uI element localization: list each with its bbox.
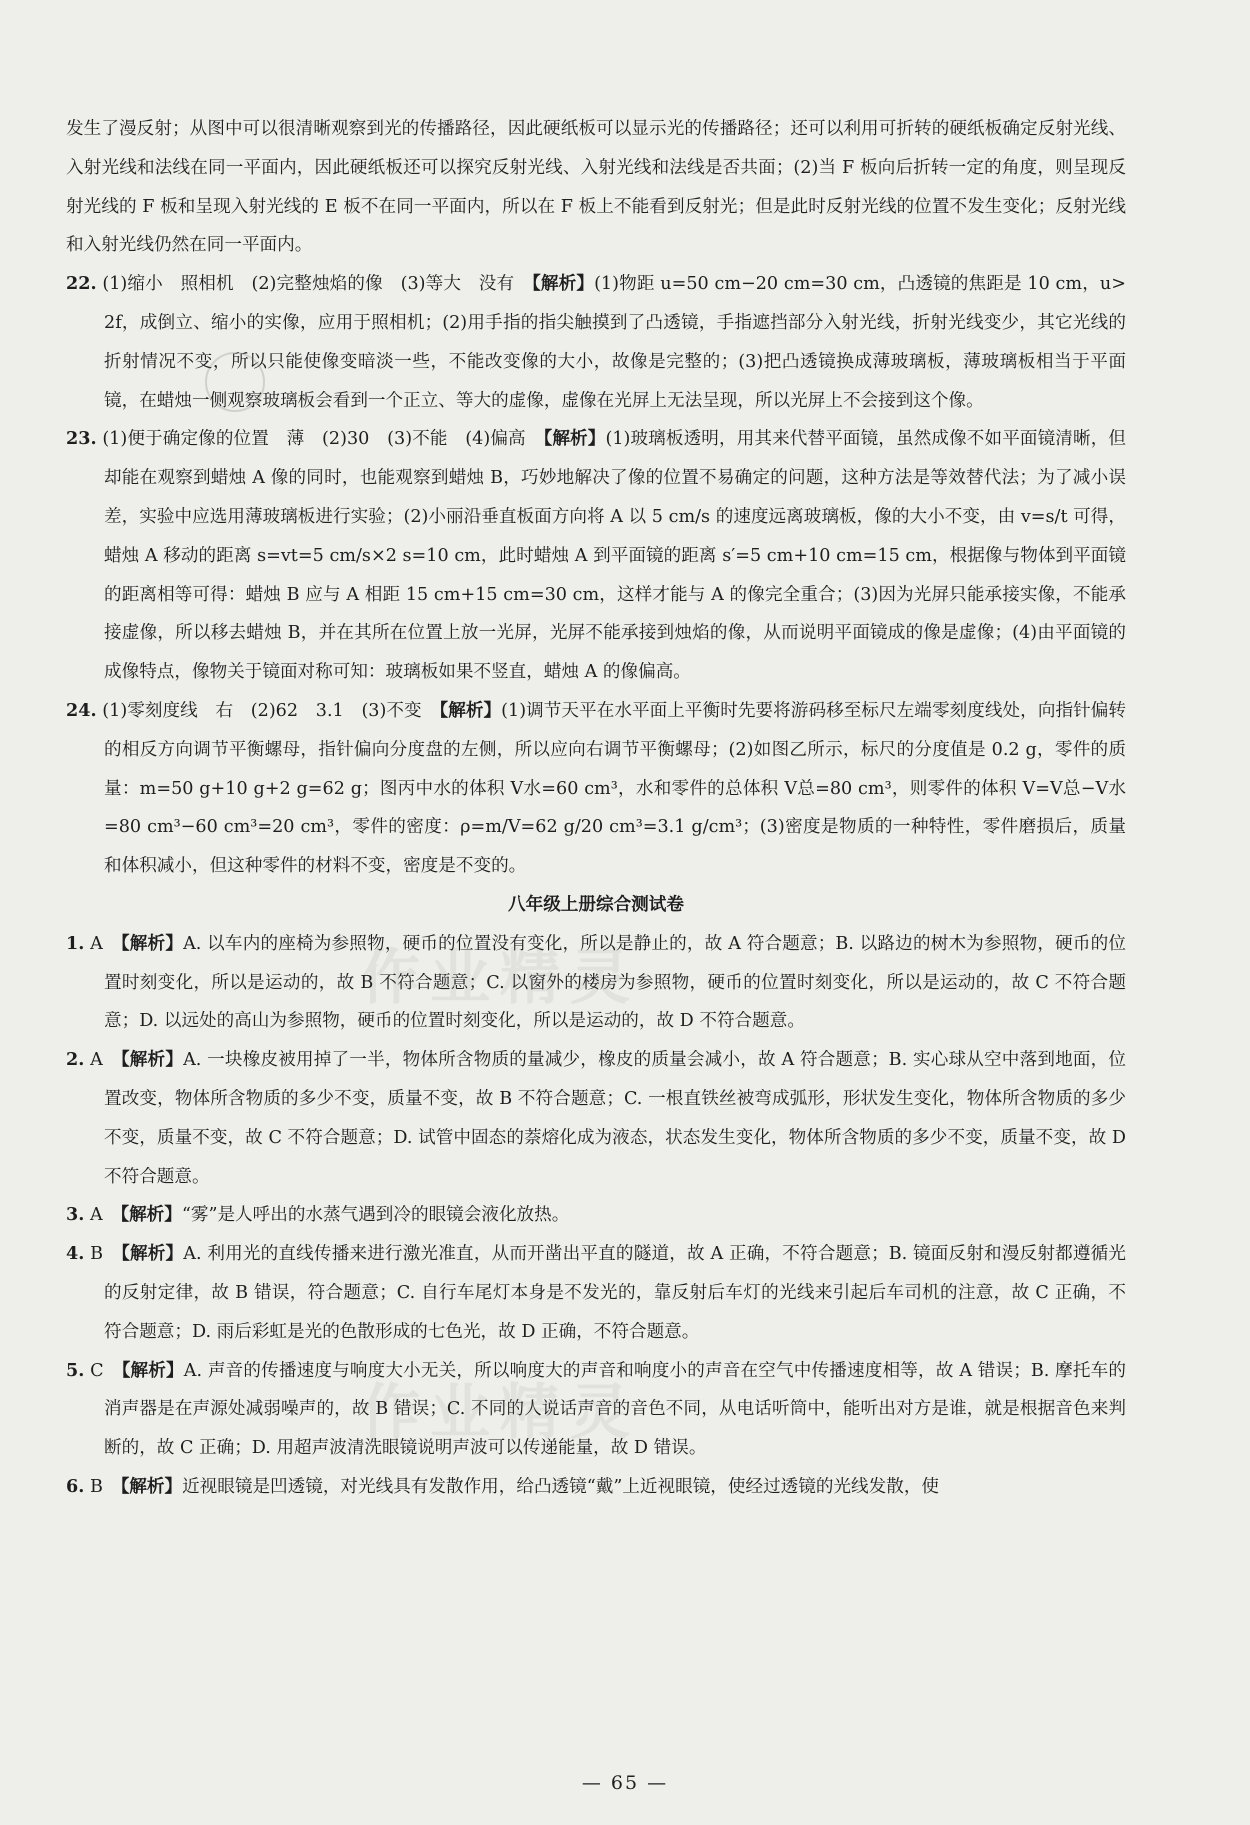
explanation-text: 发生了漫反射；从图中可以很清晰观察到光的传播路径，因此硬纸板可以显示光的传播路径；还可以利用可折转的硬纸板确定反射光线、入射光线和法线在同一平面内，因此硬纸板还可以探究反射光线、入射光线和法线是否共面；(2)当 F 板向后折转一定的角度，则呈现反射光线的 F 板和呈现入射光线的 E 板不在同一平面内，所以在 F 板上不能看到反射光；但是此时反射光线的位置不发生变化；反射光线和入射光线仍然在同一平面内。 bbox=[66, 119, 1126, 256]
explanation-text: (1)调节天平在水平面上平衡时先要将游码移至标尺左端零刻度线处，向指针偏转的相反方向调节平衡螺母，指针偏向分度盘的左侧，所以应向右调节平衡螺母；(2)如图乙所示，标尺的分度值是 0.2 g，零件的质量：m=50 g+10 g+2 g=62 g；图丙中水的体积 V水=60 cm³，水和零件的总体积 V总=80 cm³，则零件的体积 V=V总−V水=80 cm³−60 cm³=20 cm³，零件的密度：ρ=m/V=62 g/20 cm³=3.1 g/cm³；(3)密度是物质的一种特性，零件磨损后，质量和体积减小，但这种零件的材料不变，密度是不变的。 bbox=[104, 700, 1127, 877]
answer-item-23 bbox=[66, 420, 1126, 692]
answer-item-4 bbox=[66, 1235, 1126, 1351]
analysis-label: 【解析】 bbox=[439, 699, 502, 721]
question-number: 6. bbox=[66, 1475, 85, 1497]
answer-item-1 bbox=[66, 925, 1126, 1041]
answer-text: (1)便于确定像的位置 薄 (2)30 (3)不能 (4)偏高 bbox=[102, 429, 544, 450]
answer-item-22 bbox=[66, 265, 1126, 420]
answer-text: A bbox=[89, 1205, 121, 1226]
continued-explanation bbox=[66, 110, 1126, 265]
question-number: 3. bbox=[66, 1204, 85, 1226]
question-number: 24. bbox=[66, 699, 97, 721]
answer-text: A bbox=[90, 933, 121, 954]
explanation-text: “雾”是人呼出的水蒸气遇到冷的眼镜会液化放热。 bbox=[181, 1205, 570, 1226]
explanation-text: 近视眼镜是凹透镜，对光线具有发散作用，给凸透镜“戴”上近视眼镜，使经过透镜的光线发散，使 bbox=[182, 1476, 940, 1497]
question-number: 2. bbox=[66, 1049, 85, 1071]
answer-content bbox=[66, 110, 1126, 1507]
explanation-text: A. 一块橡皮被用掉了一半，物体所含物质的量减少，橡皮的质量会减小，故 A 符合题意；B. 实心球从空中落到地面，位置改变，物体所含物质的多少不变，质量不变，故 B 不符合题意；C. 一根直铁丝被弯成弧形，形状发生变化，物体所含物质的多少不变，质量不变，故 C 不符合题意；D. 试管中固态的萘熔化成为液态，状态发生变化，物体所含物质的多少不变，质量不变，故 D 不符合题意。 bbox=[104, 1050, 1127, 1187]
analysis-label: 【解析】 bbox=[121, 1243, 184, 1265]
answer-text: C bbox=[90, 1360, 122, 1381]
answer-item-2 bbox=[66, 1041, 1126, 1196]
page-number: — 65 — bbox=[581, 1772, 669, 1794]
question-number: 4. bbox=[66, 1243, 85, 1265]
analysis-label: 【解析】 bbox=[121, 1359, 184, 1381]
watermark: 作业精灵 bbox=[360, 943, 640, 1013]
explanation-text: (1)物距 u=50 cm−20 cm=30 cm，凸透镜的焦距是 10 cm，u>2f，成倒立、缩小的实像，应用于照相机；(2)用手指的指尖触摸到了凸透镜，手指遮挡部分入射光线，折射光线变少，其它光线的折射情况不变，所以只能使像变暗淡一些，不能改变像的大小，故像是完整的；(3)把凸透镜换成薄玻璃板，薄玻璃板相当于平面镜，在蜡烛一侧观察玻璃板会看到一个正立、等大的虚像，虚像在光屏上无法呈现，所以光屏上不会接到这个像。 bbox=[104, 274, 1126, 411]
answer-text: (1)缩小 照相机 (2)完整烛焰的像 (3)等大 没有 bbox=[102, 274, 532, 295]
section-title: 八年级上册综合测试卷 bbox=[508, 894, 684, 915]
explanation-text: A. 利用光的直线传播来进行激光准直，从而开凿出平直的隧道，故 A 正确，不符合题意；B. 镜面反射和漫反射都遵循光的反射定律，故 B 错误，符合题意；C. 自行车尾灯本身是不发光的，靠反射后车灯的光线来引起后车司机的注意，故 C 正确，不符合题意；D. 雨后彩虹是光的色散形成的七色光，故 D 正确，不符合题意。 bbox=[104, 1244, 1127, 1342]
analysis-label: 【解析】 bbox=[120, 1049, 184, 1071]
answer-item-3 bbox=[66, 1196, 1126, 1235]
question-number: 1. bbox=[66, 932, 85, 954]
analysis-label: 【解析】 bbox=[531, 273, 595, 295]
question-number: 23. bbox=[66, 428, 97, 450]
answer-item-24 bbox=[66, 692, 1126, 886]
question-number: 22. bbox=[66, 273, 97, 295]
answer-item-5 bbox=[66, 1352, 1126, 1468]
explanation-text: A. 声音的传播速度与响度大小无关，所以响度大的声音和响度小的声音在空气中传播速度相等，故 A 错误；B. 摩托车的消声器是在声源处减弱噪声的，故 B 错误；C. 不同的人说话声音的音色不同，从电话听筒中，能听出对方是谁，就是根据音色来判断的，故 C 正确；D. 用超声波清洗眼镜说明声波可以传递能量，故 D 错误。 bbox=[104, 1360, 1127, 1459]
question-number: 5. bbox=[66, 1359, 85, 1381]
explanation-text: A. 以车内的座椅为参照物，硬币的位置没有变化，所以是静止的，故 A 符合题意；B. 以路边的树木为参照物，硬币的位置时刻变化，所以是运动的，故 B 不符合题意；C. 以窗外的楼房为参照物，硬币的位置时刻变化，所以是运动的，故 C 不符合题意；D. 以远处的高山为参照物，硬币的位置时刻变化，所以是运动的，故 D 不符合题意。 bbox=[104, 933, 1127, 1032]
answer-text: B bbox=[89, 1476, 121, 1497]
watermark: 作业精灵 bbox=[360, 1378, 640, 1448]
analysis-label: 【解析】 bbox=[543, 428, 606, 450]
answer-text: A bbox=[90, 1050, 121, 1071]
analysis-label: 【解析】 bbox=[120, 1204, 182, 1226]
analysis-label: 【解析】 bbox=[120, 932, 184, 954]
explanation-text: (1)玻璃板透明，用其来代替平面镜，虽然成像不如平面镜清晰，但却能在观察到蜡烛 A 像的同时，也能观察到蜡烛 B，巧妙地解决了像的位置不易确定的问题，这种方法是等效替代法；为了减小误差，实验中应选用薄玻璃板进行实验；(2)小丽沿垂直板面方向将 A 以 5 cm/s 的速度远离玻璃板，像的大小不变，由 v=s/t 可得，蜡烛 A 移动的距离 s=vt=5 cm/s×2 s=10 cm，此时蜡烛 A 到平面镜的距离 s′=5 cm+10 cm=15 cm，根据像与物体到平面镜的距离相等可得：蜡烛 B 应与 A 相距 15 cm+15 cm=30 cm，这样才能与 A 的像完全重合；(3)因为光屏只能承接实像，不能承接虚像，所以移去蜡烛 B，并在其所在位置上放一光屏，光屏不能承接到烛焰的像，从而说明平面镜成的像是虚像；(4)由平面镜的成像特点，像物关于镜面对称可知：玻璃板如果不竖直，蜡烛 A 的像偏高。 bbox=[104, 429, 1127, 683]
answer-item-6 bbox=[66, 1468, 1126, 1507]
answer-text: (1)零刻度线 右 (2)62 3.1 (3)不变 bbox=[102, 700, 440, 721]
answer-text: B bbox=[90, 1244, 122, 1265]
analysis-label: 【解析】 bbox=[120, 1475, 183, 1497]
